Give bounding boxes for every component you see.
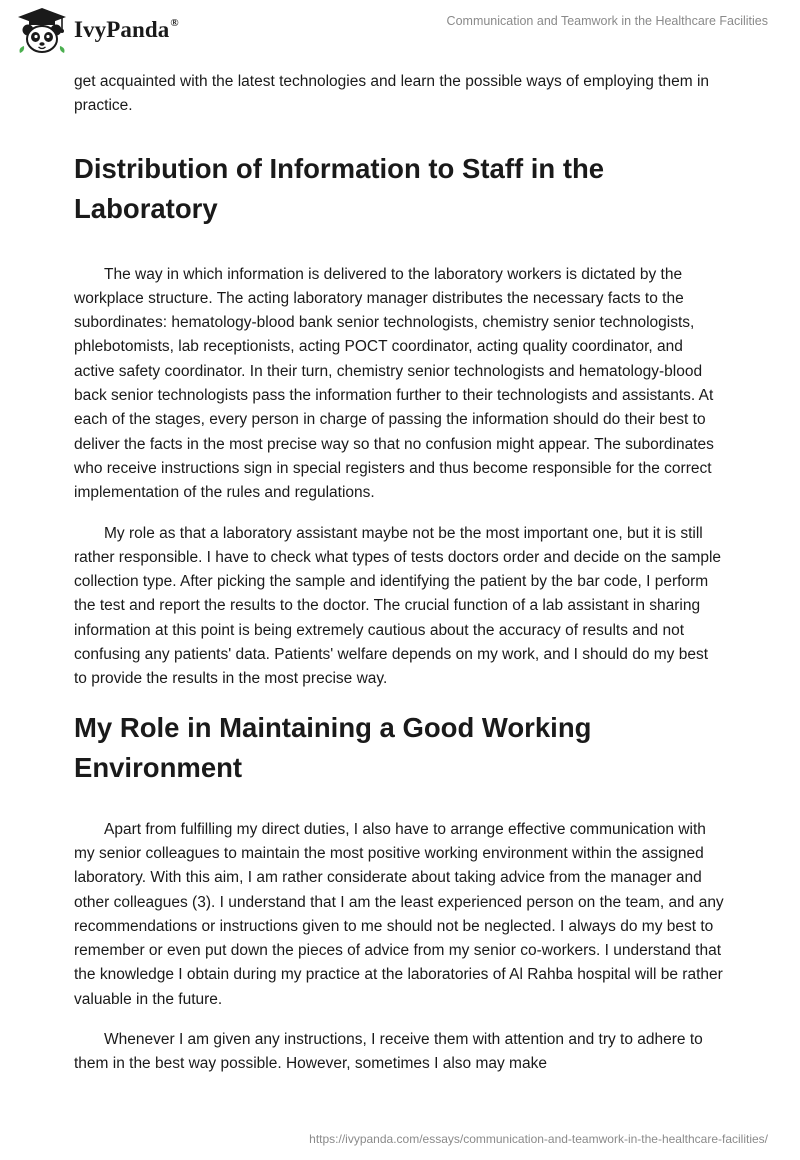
- brand-name: IvyPanda®: [74, 17, 179, 42]
- source-url[interactable]: https://ivypanda.com/essays/communication-and-teamwork-in-the-healthcare-facilities/: [309, 1132, 768, 1146]
- intro-fragment: get acquainted with the latest technologies and learn the possible ways of employing them in practice.: [74, 73, 710, 115]
- ivypanda-logo[interactable]: [14, 6, 179, 54]
- page-header: [0, 0, 800, 60]
- panda-graduation-cap-icon: [14, 6, 70, 54]
- section-heading: My Role in Maintaining a Good Working Environment: [74, 711, 592, 783]
- section-paragraph: Whenever I am given any instructions, I receive them with attention and try to adhere to them in the best way possible. However, sometimes I also may make: [74, 1031, 703, 1073]
- document-title: Communication and Teamwork in the Healthcare Facilities: [446, 14, 768, 28]
- section-paragraph: Apart from fulfilling my direct duties, I also have to arrange effective communication with my senior colleagues to maintain the most positive working environment within the assigned laboratory. With this aim, I am rather considerate about taking advice from the manager and other colleagues (3). I understand that I am the least experienced person on the team, and any recommendations or instructions given to me should not be neglected. I always do my best to remember or even put down the pieces of advice from my senior co-workers. I understand that the knowledge I obtain during my practice at the laboratories of Al Rahba hospital will be rather valuable in the future.: [74, 820, 724, 1008]
- section-paragraph: The way in which information is delivered to the laboratory workers is dictated by the workplace structure. The acting laboratory manager distributes the necessary facts to the subordinates: hematology-blood bank senior technologists, chemistry senior technologists, phlebotomists, lab receptionists, acting POCT coordinator, acting quality coordinator, and active safety coordinator. In their turn, chemistry senior technologists and hematology-blood back senior technologists pass the information further to their technologists and assistants. At each of the stages, every person in charge of passing the information should do their best to deliver the facts in the most precise way so that no confusion might appear. The subordinates who receive instructions sign in special registers and thus become responsible for the correct implementation of the rules and regulations.: [74, 265, 714, 502]
- section-paragraph: My role as that a laboratory assistant maybe not be the most important one, but it is still rather responsible. I have to check what types of tests doctors order and decide on the sample collection type. After picking the sample and identifying the patient by the bar code, I perform the test and report the results to the doctor. The crucial function of a lab assistant in sharing information at this point is being extremely cautious about the accuracy of results and not confusing any patients' data. Patients' welfare depends on my work, and I should do my best to provide the results in the most precise way.: [74, 524, 722, 688]
- section-heading: Distribution of Information to Staff in the Laboratory: [74, 152, 605, 224]
- essay-content: [74, 70, 724, 1077]
